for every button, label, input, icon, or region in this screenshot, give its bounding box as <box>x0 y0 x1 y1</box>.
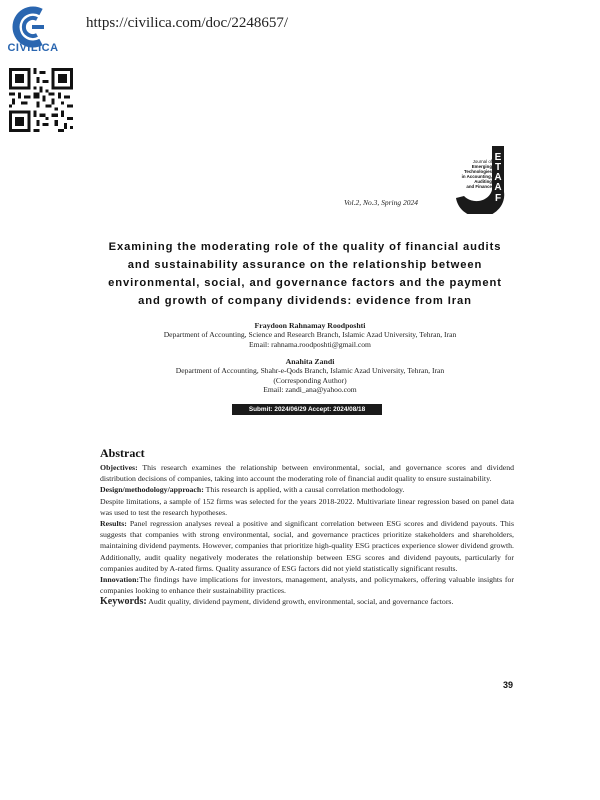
journal-name <box>456 159 492 189</box>
title-line: environmental, social, and governance factors and the payment <box>108 277 502 289</box>
document-url[interactable]: https://civilica.com/doc/2248657/ <box>86 15 289 31</box>
journal-letter: F <box>494 193 502 204</box>
results-text: Panel regression analyses reveal a positive and significant correlation between ESG scores and dividend payouts. This suggests that companies with strong environmental, social, and governance practices prioritize stakeholders and shareholders, maintaining dividend payments. However, companies that prioritize high-quality ESG practices experience slower dividend growth. Additionally, audit quality negatively moderates the relationship between ESG scores and dividend payouts, particularly for companies audited by A-rated firms. Quality assurance of ESG factors did not yield statistically significant results. <box>100 519 514 573</box>
paper-title <box>90 238 520 310</box>
keywords-text: Audit quality, dividend payment, dividend growth, environmental, social, and governance factors. <box>146 597 454 607</box>
author-affiliation: Department of Accounting, Shahr-e-Qods Branch, Islamic Azad University, Tehran, Iran <box>175 366 445 376</box>
author-name: Fraydoon Rahnamay Roodposhti <box>254 321 366 330</box>
author-email[interactable]: Email: zandi_ana@yahoo.com <box>263 385 357 395</box>
journal-name-line: Emerging <box>471 164 492 169</box>
author-affiliation: Department of Accounting, Science and Research Branch, Islamic Azad University, Tehran, Iran <box>163 330 457 340</box>
journal-letter: E <box>494 152 502 163</box>
author-email[interactable]: Email: rahnama.roodposhti@gmail.com <box>249 339 371 349</box>
submission-dates-badge: Submit: 2024/06/29 Accept: 2024/08/18 <box>232 404 382 415</box>
keywords-label: Keywords: <box>100 596 147 608</box>
journal-letter: A <box>494 182 502 193</box>
design-label: Design/methodology/approach: <box>100 485 204 495</box>
design-text: This research is applied, with a causal correlation methodology. <box>203 485 405 495</box>
journal-name-line: Journal of <box>472 159 492 164</box>
abstract-objectives <box>100 462 514 484</box>
abstract-design <box>100 484 514 495</box>
abstract-sample: Despite limitations, a sample of 152 firms was selected for the years 2018-2022. Multivariate linear regression based on panel data was used to test the research hypotheses. <box>100 496 514 517</box>
civilica-logo-text: CIVILICA <box>7 42 59 54</box>
journal-name-line: and Finance <box>466 184 492 189</box>
journal-letter: A <box>494 172 502 183</box>
page-number: 39 <box>503 680 514 690</box>
author-block <box>60 357 560 395</box>
title-line: and growth of company dividends: evidence from Iran <box>138 295 472 307</box>
journal-name-line: in Accounting, <box>461 174 492 179</box>
innovation-text: The findings have implications for investors, management, analysts, and policymakers, offering valuable insights for companies looking to enhance their sustainability practices. <box>100 575 514 596</box>
objectives-label: Objectives: <box>100 463 138 472</box>
qr-code-icon <box>9 68 73 132</box>
abstract-body <box>100 462 514 608</box>
objectives-text: This research examines the relationship between environmental, social, and governance scores and dividend distribution decisions of companies, taking into account the moderating role of financial audit quality to ensure sustainability. <box>100 463 514 484</box>
title-line: and sustainability assurance on the relationship between <box>127 259 483 271</box>
abstract-results <box>100 518 514 574</box>
abstract-keywords <box>100 596 514 607</box>
results-label: Results: <box>100 519 127 529</box>
author-name: Anahita Zandi <box>285 357 335 366</box>
abstract-heading: Abstract <box>100 446 145 460</box>
innovation-label: Innovation: <box>100 575 139 585</box>
corresponding-author-note: (Corresponding Author) <box>273 375 347 385</box>
volume-info: Vol.2, No.3, Spring 2024 <box>344 198 418 207</box>
abstract-innovation <box>100 574 514 596</box>
title-line: Examining the moderating role of the quality of financial audits <box>108 241 502 253</box>
author-block <box>60 321 560 349</box>
journal-name-line: Auditing <box>474 179 492 184</box>
journal-letter: T <box>494 162 502 173</box>
journal-name-line: Technologies <box>464 169 492 174</box>
